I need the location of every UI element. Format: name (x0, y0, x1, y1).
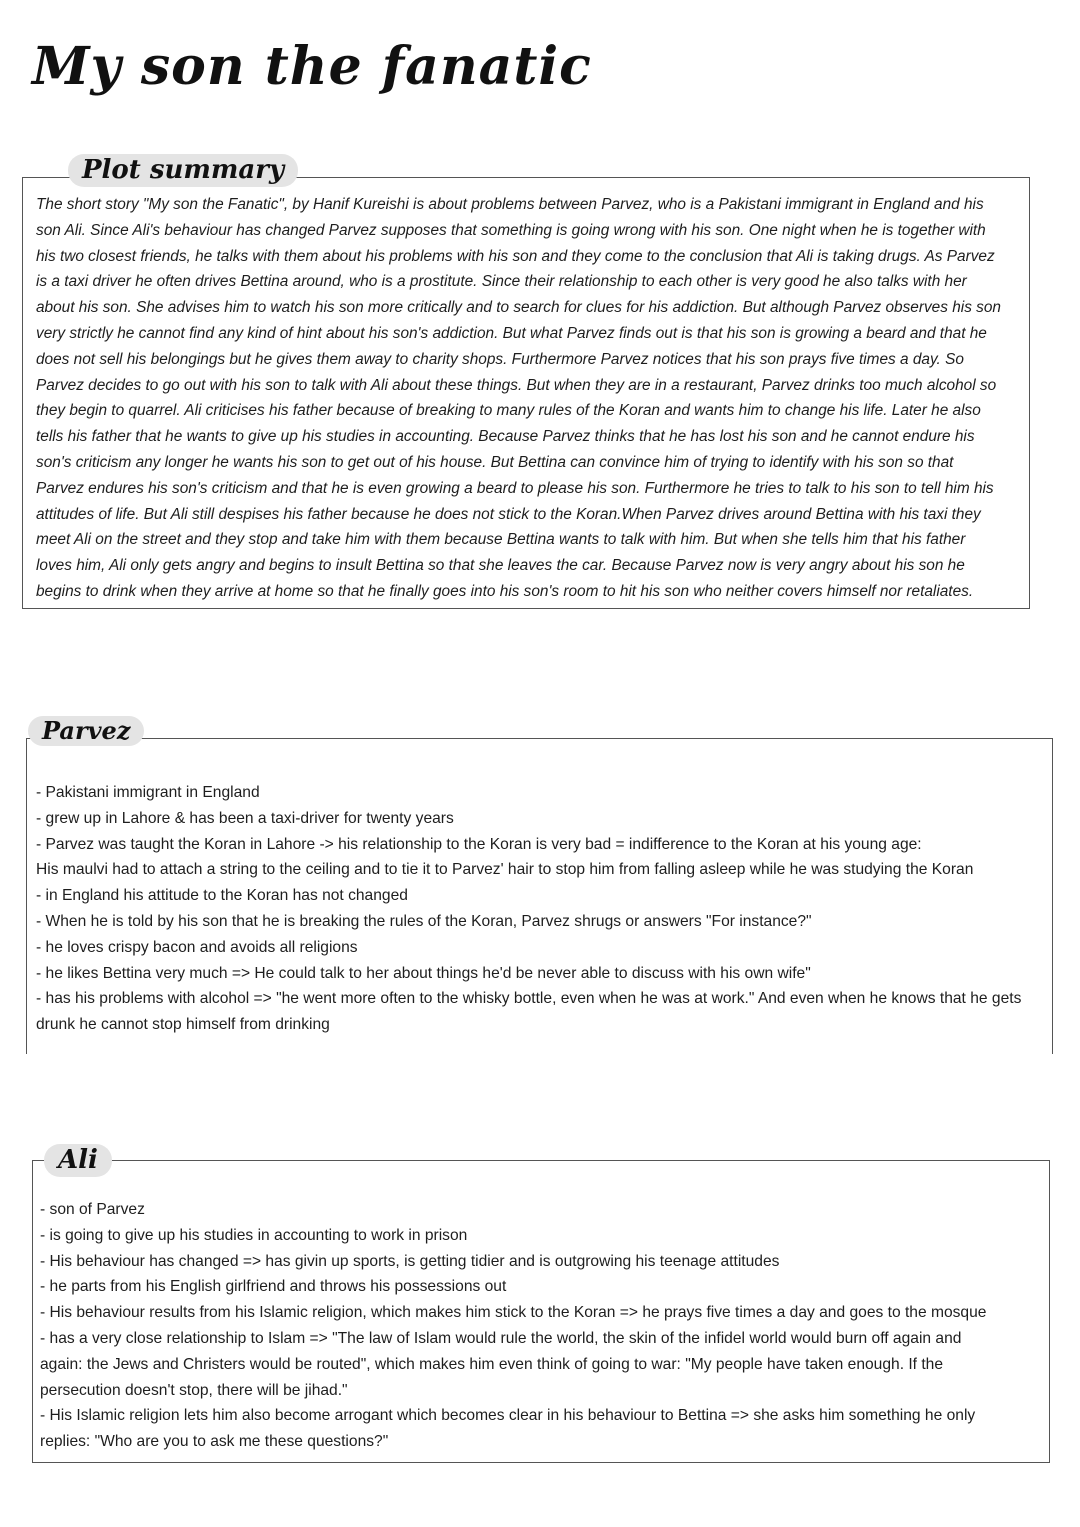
list-item: His maulvi had to attach a string to the ceiling and to tie it to Parvez' hair to stop him from falling asleep while he was studying the Koran (36, 861, 974, 879)
list-item: - he parts from his English girlfriend and throws his possessions out (40, 1278, 507, 1296)
list-item: - is going to give up his studies in accounting to work in prison (40, 1226, 468, 1244)
list-item: - grew up in Lahore & has been a taxi-driver for twenty years (36, 809, 454, 827)
list-item: - When he is told by his son that he is breaking the rules of the Koran, Parvez shrugs or answers "For instance?" (36, 912, 812, 930)
list-item: - he loves crispy bacon and avoids all religions (36, 938, 358, 956)
list-item: - has a very close relationship to Islam => "The law of Islam would rule the world, the skin of the infidel world would burn off again and again: the Jews and Christers would be routed", which makes him even think of going to war: "My people have taken enough. If the persecution doesn't stop, there will be jihad." (40, 1329, 962, 1399)
list-item: - His Islamic religion lets him also become arrogant which becomes clear in his behaviour to Bettina => she asks him something he only replies: "Who are you to ask me these questions?" (40, 1407, 976, 1451)
list-item: - in England his attitude to the Koran has not changed (36, 887, 408, 905)
list-item: - Parvez was taught the Koran in Lahore -> his relationship to the Koran is very bad = indifference to the Koran at his young age: (36, 835, 922, 853)
plot-summary-heading: Plot summary (68, 154, 298, 187)
list-item: - he likes Bettina very much => He could talk to her about things he'd be never able to discuss with his own wife" (36, 964, 811, 982)
list-item: - Pakistani immigrant in England (36, 784, 260, 801)
plot-summary-text: The short story "My son the Fanatic", by Hanif Kureishi is about problems between Parvez, who is a Pakistani immigrant in England and his son Ali. Since Ali's behaviour has changed Parvez supposes that something is going wrong with his son. One night when he is together with his two closest friends, he talks with them about his problems with his son and they come to the conclusion that Ali is taking drugs. As Parvez is a taxi driver he often drives Bettina around, who is a prostitute. Since their relationship to each other is very good he also talks with her about his son. She advises him to watch his son more critically and to search for clues for his addiction. But although Parvez observes his son very strictly he cannot find any kind of hint about his son's addiction. But what Parvez finds out is that his son is growing a beard and that he does not sell his belongings but he gives them away to charity shops. Furthermore Parvez notices that his son prays five times a day. So Parvez decides to go out with his son to talk with Ali about these things. But when they are in a restaurant, Parvez drinks too much alcohol so they begin to quarrel. Ali criticises his father because of breaking to many rules of the Koran and wants him to change his life. Later he also tells his father that he wants to give up his studies in accounting. Because Parvez thinks that he has lost his son and he cannot endure his son's criticism any longer he wants his son to get out of his house. But Bettina can convince him of trying to identify with his son so that Parvez endures his son's criticism and that he is even growing a beard to please his son. Furthermore he tries to talk to his son to tell him his attitudes of life. But Ali still despises his father because he does not stick to the Koran.When Parvez drives around Bettina with his taxi they meet Ali on the street and they stop and take him with them because Bettina wants to talk with him. But when she tells him that his father loves him, Ali only gets angry and begins to insult Bettina so that she leaves the car. Because Parvez now is very angry about his son he begins to drink when they arrive at home so that he finally goes into his son's room to hit his son who neither covers himself nor retaliates. (36, 196, 1001, 600)
page-title: My son the fanatic (32, 36, 592, 97)
ali-heading: Ali (44, 1144, 112, 1177)
list-item: - son of Parvez (40, 1201, 145, 1218)
parvez-notes-list (36, 780, 1050, 1038)
list-item: - His behaviour has changed => has givin up sports, is getting tidier and is outgrowing his teenage attitudes (40, 1252, 780, 1270)
ali-notes-list (40, 1197, 1002, 1455)
parvez-heading: Parvez (28, 716, 144, 746)
list-item: - His behaviour results from his Islamic religion, which makes him stick to the Koran => he prays five times a day and goes to the mosque (40, 1304, 987, 1322)
list-item: - has his problems with alcohol => "he went more often to the whisky bottle, even when he was at work." And even when he knows that he gets drunk he cannot stop himself from drinking (36, 990, 1022, 1034)
